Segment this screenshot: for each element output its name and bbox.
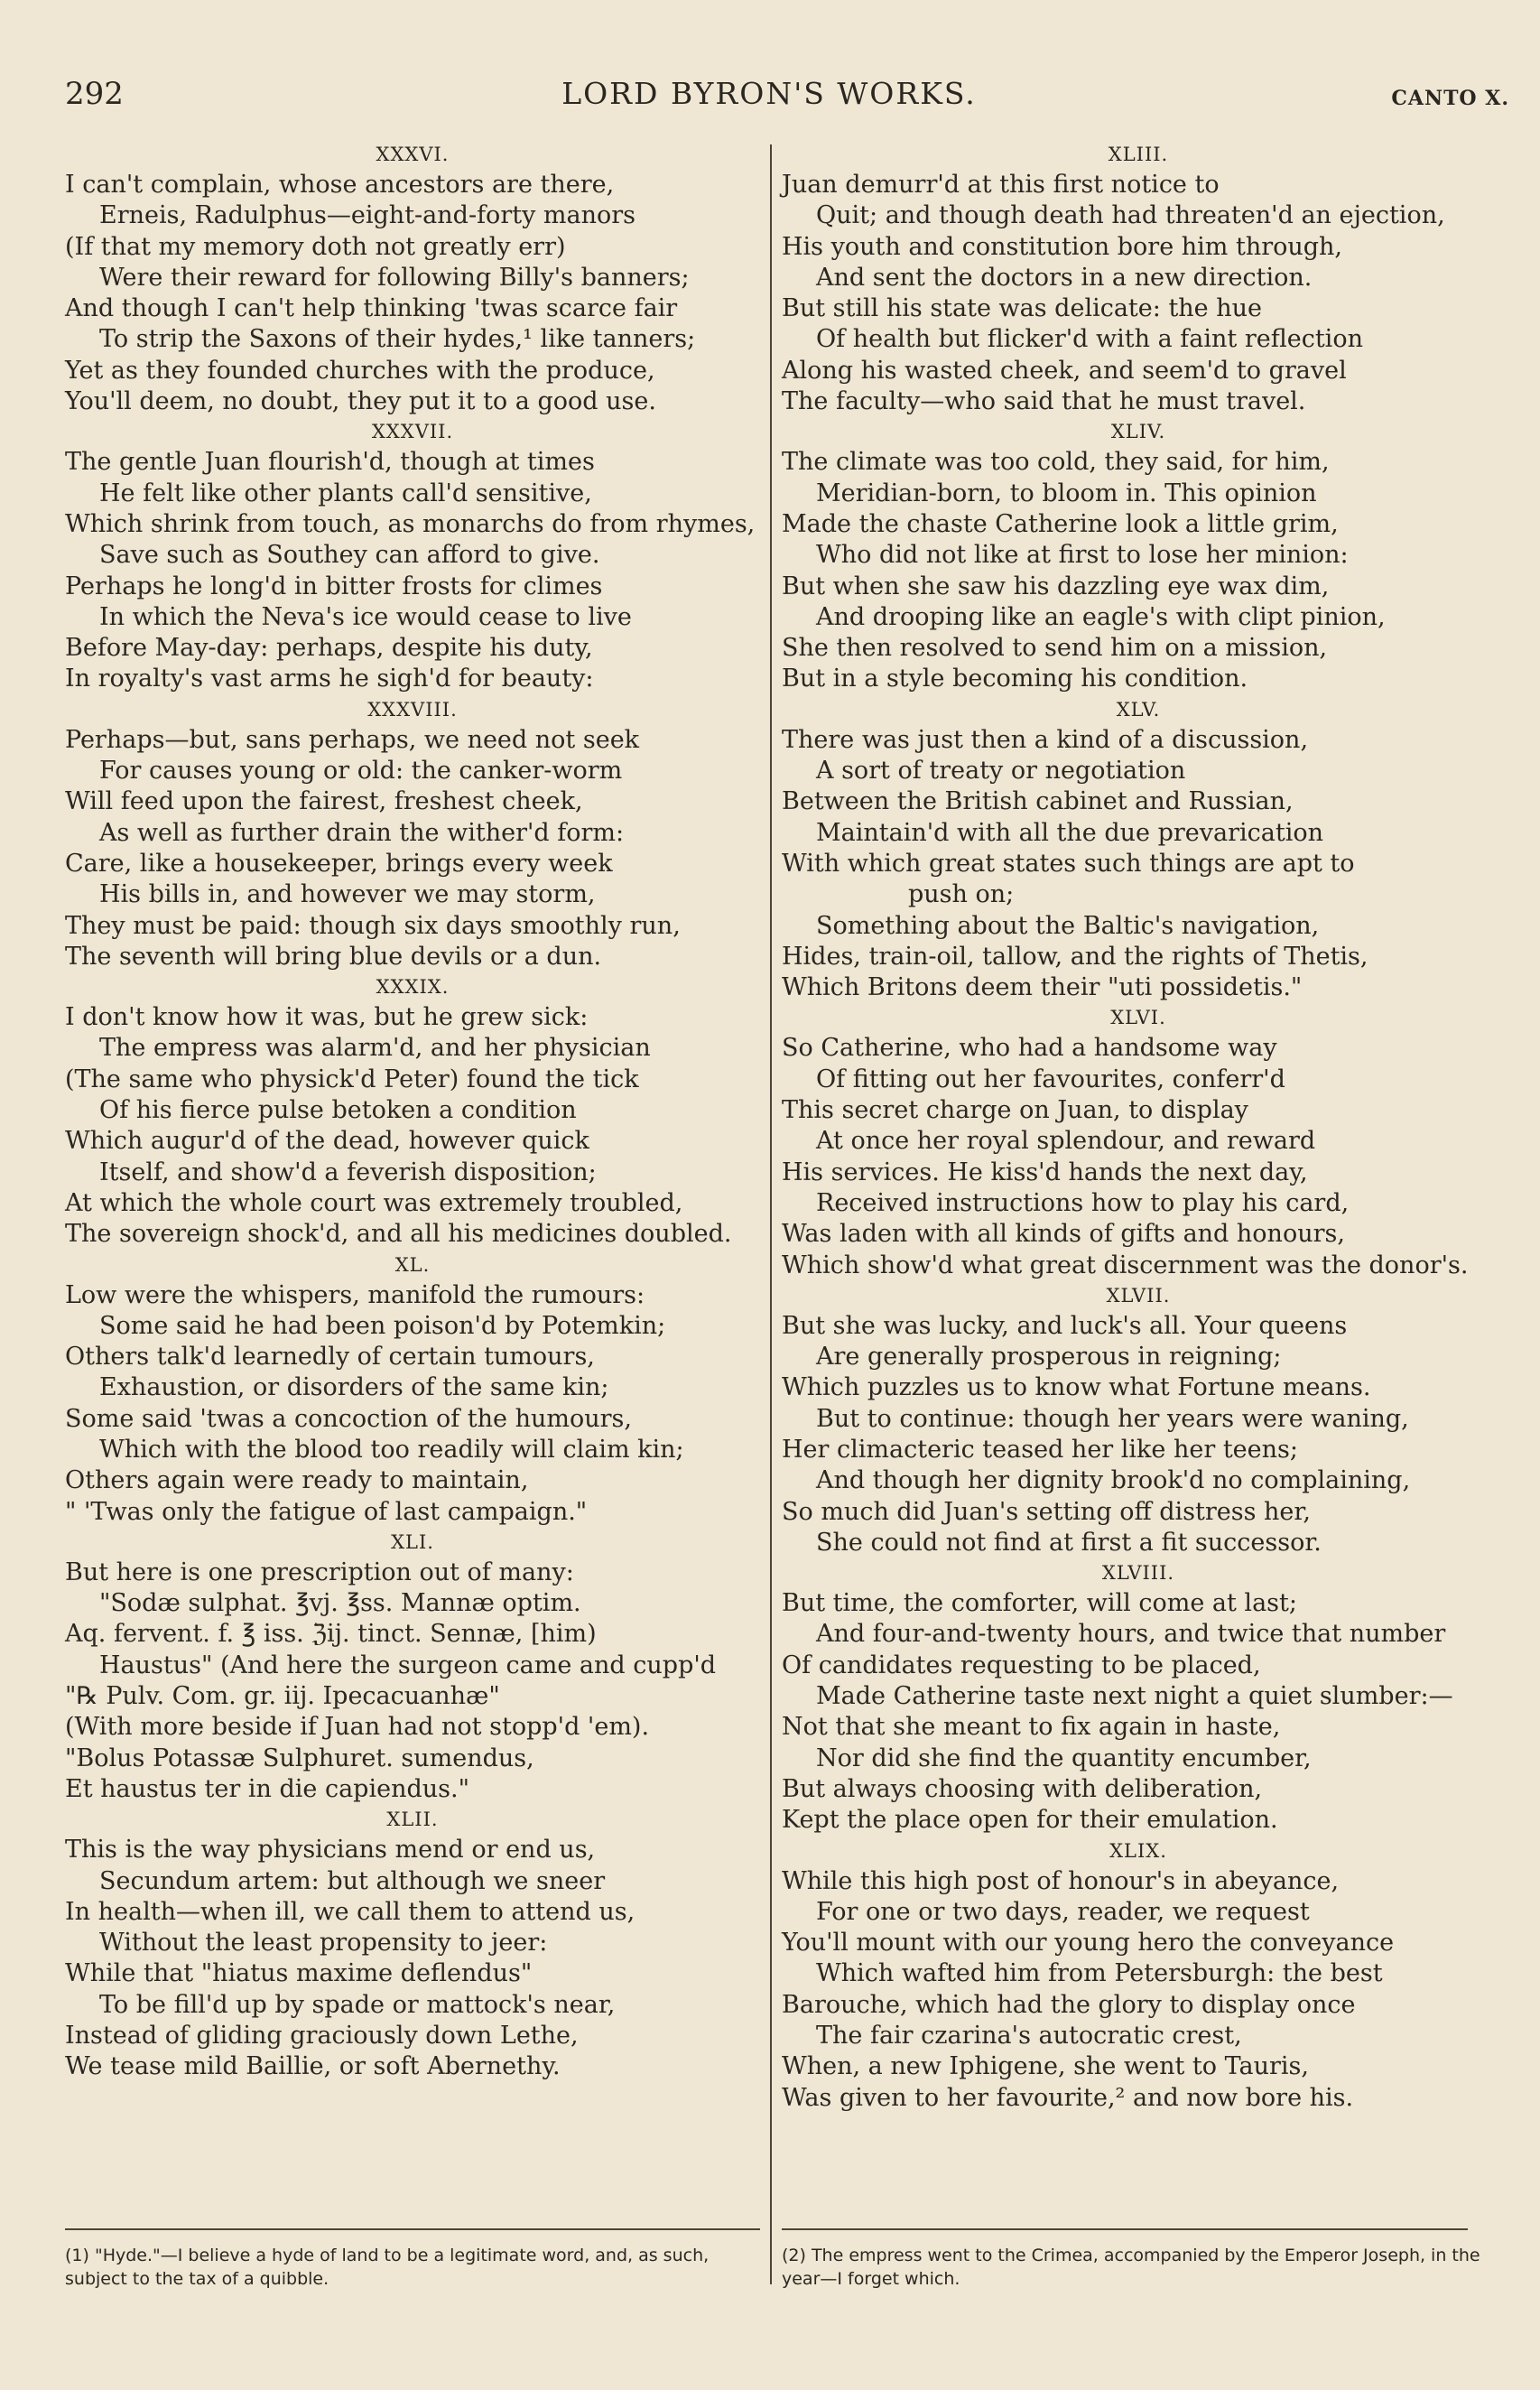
verse-line: In health—when ill, we call them to attend us, xyxy=(65,1897,635,1926)
verse-line: Without the least propensity to jeer: xyxy=(99,1929,548,1958)
verse-line: But still his state was delicate: the hue xyxy=(782,294,1262,323)
stanza xyxy=(65,1251,760,1528)
left-column xyxy=(65,140,760,2083)
verse-line: Which Britons deem their "uti possidetis." xyxy=(782,973,1303,1002)
verse-line: There was just then a kind of a discussion, xyxy=(782,725,1309,754)
verse-line: The climate was too cold, they said, for him, xyxy=(782,448,1330,477)
verse-line: I don't know how it was, but he grew sick: xyxy=(65,1003,589,1032)
stanza-number: XLVIII. xyxy=(1101,1562,1175,1585)
verse-line: Perhaps—but, sans perhaps, we need not seek xyxy=(65,725,640,754)
verse-line: Are generally prosperous in reigning; xyxy=(816,1343,1282,1372)
verse-line: But here is one prescription out of many: xyxy=(65,1558,574,1586)
verse-line: This secret charge on Juan, to display xyxy=(782,1096,1248,1125)
stanza xyxy=(782,140,1495,417)
stanza-number: XXXIX. xyxy=(376,976,450,999)
stanza xyxy=(65,695,760,972)
verse-line: And drooping like an eagle's with clipt pinion, xyxy=(816,602,1386,631)
verse-line: And though her dignity brook'd no complaining, xyxy=(816,1466,1411,1495)
verse-line: For one or two days, reader, we request xyxy=(816,1897,1310,1926)
verse-line: Nor did she find the quantity encumber, xyxy=(816,1744,1312,1772)
verse-line: Before May-day: perhaps, despite his duty, xyxy=(65,634,593,663)
verse-line: "Bolus Potassæ Sulphuret. sumendus, xyxy=(65,1744,534,1772)
verse-line: You'll deem, no doubt, they put it to a good use. xyxy=(65,387,656,416)
stanza xyxy=(782,417,1495,694)
footnote-right: (2) The empress went to the Crimea, accompanied by the Emperor Joseph, in the year—I forget which. xyxy=(782,2246,1480,2289)
stanza xyxy=(65,417,760,694)
verse-line: Care, like a housekeeper, brings every week xyxy=(65,849,613,878)
stanza-number: XLVII. xyxy=(1106,1284,1171,1307)
verse-line: Which show'd what great discernment was the donor's. xyxy=(782,1251,1469,1279)
stanza xyxy=(65,1528,760,1805)
page-header xyxy=(65,76,1509,121)
stanza-number: XLII. xyxy=(386,1809,439,1831)
verse-line: To strip the Saxons of their hydes,¹ like tanners; xyxy=(99,325,696,354)
verse-line: Not that she meant to fix again in haste, xyxy=(782,1713,1281,1742)
verse-line: Were their reward for following Billy's banners; xyxy=(99,263,690,292)
verse-line: Between the British cabinet and Russian, xyxy=(782,787,1294,816)
stanza-number: XL. xyxy=(394,1253,431,1276)
verse-line: Others talk'd learnedly of certain tumours, xyxy=(65,1343,595,1372)
stanza-number: XLIV. xyxy=(1110,421,1166,443)
verse-line: His youth and constitution bore him through, xyxy=(782,232,1343,261)
verse-line: But when she saw his dazzling eye wax dim, xyxy=(782,572,1330,600)
stanza xyxy=(782,1003,1495,1280)
verse-line: With which great states such things are apt to xyxy=(782,849,1355,878)
stanza xyxy=(65,1805,760,2082)
canto-label: CANTO X. xyxy=(1391,87,1509,110)
verse-line: The empress was alarm'd, and her physician xyxy=(99,1034,651,1063)
verse-line: The faculty—who said that he must travel. xyxy=(782,387,1306,416)
verse-line: Some said 'twas a concoction of the humours, xyxy=(65,1404,632,1433)
verse-line: So much did Juan's setting off distress her, xyxy=(782,1497,1311,1526)
verse-line: He felt like other plants call'd sensitive, xyxy=(99,479,592,507)
verse-line: Quit; and though death had threaten'd an ejection, xyxy=(816,201,1445,230)
verse-line: Which puzzles us to know what Fortune means. xyxy=(782,1373,1371,1402)
verse-line: Made Catherine taste next night a quiet slumber:— xyxy=(816,1682,1453,1711)
verse-line: Yet as they founded churches with the produce, xyxy=(65,356,655,385)
verse-line: You'll mount with our young hero the conveyance xyxy=(782,1929,1395,1958)
verse-line: A sort of treaty or negotiation xyxy=(816,757,1186,786)
verse-line: Secundum artem: but although we sneer xyxy=(99,1866,606,1895)
stanza-number: XLIX. xyxy=(1109,1839,1167,1862)
verse-line: This is the way physicians mend or end us, xyxy=(65,1836,596,1865)
footnote-left: (1) "Hyde."—I believe a hyde of land to be a legitimate word, and, as such, subject to the tax of a quibble. xyxy=(65,2246,710,2289)
verse-line: Was laden with all kinds of gifts and honours, xyxy=(782,1220,1345,1249)
verse-line: While that "hiatus maxime deflendus" xyxy=(65,1959,533,1988)
verse-line: Something about the Baltic's navigation, xyxy=(816,911,1320,940)
verse-line: And four-and-twenty hours, and twice that number xyxy=(816,1620,1446,1649)
verse-line: The seventh will bring blue devils or a dun. xyxy=(65,942,602,971)
verse-line: His bills in, and however we may storm, xyxy=(99,880,596,909)
verse-line: But in a style becoming his condition. xyxy=(782,665,1248,693)
verse-line: Which with the blood too readily will claim kin; xyxy=(99,1435,684,1464)
verse-line: Others again were ready to maintain, xyxy=(65,1466,529,1495)
verse-line: Along his wasted cheek, and seem'd to gravel xyxy=(782,356,1347,385)
verse-line: Et haustus ter in die capiendus." xyxy=(65,1774,469,1803)
verse-line: We tease mild Baillie, or soft Abernethy. xyxy=(65,2052,561,2081)
verse-line: Erneis, Radulphus—eight-and-forty manors xyxy=(99,201,636,230)
verse-line: " 'Twas only the fatigue of last campaign." xyxy=(65,1497,588,1526)
verse-line: For causes young or old: the canker-worm xyxy=(99,757,623,786)
verse-line: Juan demurr'd at this first notice to xyxy=(782,171,1220,199)
verse-line: So Catherine, who had a handsome way xyxy=(782,1034,1277,1063)
verse-line: And sent the doctors in a new direction. xyxy=(816,263,1313,292)
stanza-number: XXXVI. xyxy=(376,144,450,165)
column-divider xyxy=(770,144,772,2284)
verse-line: Will feed upon the fairest, freshest cheek, xyxy=(65,787,583,816)
verse-line: Which augur'd of the dead, however quick xyxy=(65,1127,589,1156)
verse-line: To be fill'd up by spade or mattock's near, xyxy=(99,1990,616,2019)
verse-line: Who did not like at first to lose her minion: xyxy=(816,541,1349,570)
verse-line: The gentle Juan flourish'd, though at times xyxy=(65,448,595,477)
verse-line: Was given to her favourite,² and now bore his. xyxy=(782,2083,1354,2112)
verse-line: At once her royal splendour, and reward xyxy=(816,1127,1316,1156)
verse-line: But always choosing with deliberation, xyxy=(782,1774,1263,1803)
verse-line: While this high post of honour's in abeyance, xyxy=(782,1866,1340,1895)
verse-line: "Sodæ sulphat. ℥vj. ℥ss. Mannæ optim. xyxy=(99,1589,581,1618)
verse-line: And though I can't help thinking 'twas scarce fair xyxy=(65,294,678,323)
stanza xyxy=(782,1837,1495,2114)
verse-line: Kept the place open for their emulation. xyxy=(782,1806,1278,1835)
verse-line: I can't complain, whose ancestors are there, xyxy=(65,171,615,199)
verse-line: Of his fierce pulse betoken a condition xyxy=(99,1096,577,1125)
verse-line: (If that my memory doth not greatly err) xyxy=(65,232,566,261)
verse-line: Received instructions how to play his card, xyxy=(816,1188,1350,1217)
verse-line: They must be paid: though six days smoothly run, xyxy=(65,911,681,940)
verse-line: (The same who physick'd Peter) found the tick xyxy=(65,1065,639,1093)
verse-line: She then resolved to send him on a mission, xyxy=(782,634,1328,663)
verse-line: Save such as Southey can afford to give. xyxy=(99,541,600,570)
stanza xyxy=(782,1558,1495,1836)
verse-line: The fair czarina's autocratic crest, xyxy=(816,2022,1242,2051)
verse-line: Made the chaste Catherine look a little grim, xyxy=(782,509,1339,538)
verse-line: In royalty's vast arms he sigh'd for beauty: xyxy=(65,665,594,693)
page-number: 292 xyxy=(65,76,124,112)
stanza-number: XXXVII. xyxy=(371,421,454,443)
verse-line: In which the Neva's ice would cease to live xyxy=(99,602,632,631)
stanza xyxy=(65,140,760,417)
verse-line: Barouche, which had the glory to display once xyxy=(782,1990,1356,2019)
footnote-rule-left xyxy=(65,2228,760,2230)
stanza xyxy=(782,1281,1495,1558)
verse-line: Aq. fervent. f. ℥ iss. ℨij. tinct. Sennæ, [him) xyxy=(65,1620,597,1649)
verse-line: Haustus" (And here the surgeon came and cupp'd xyxy=(99,1651,717,1679)
stanza xyxy=(65,972,760,1250)
verse-line: Exhaustion, or disorders of the same kin; xyxy=(99,1373,609,1402)
verse-line: Some said he had been poison'd by Potemkin; xyxy=(99,1311,666,1340)
stanza-number: XLV. xyxy=(1116,698,1161,721)
stanza-number: XXXVIII. xyxy=(367,698,458,721)
verse-line: At which the whole court was extremely troubled, xyxy=(65,1188,683,1217)
verse-line: Perhaps he long'd in bitter frosts for climes xyxy=(65,572,603,600)
verse-line: push on; xyxy=(908,880,1015,909)
verse-line: When, a new Iphigene, she went to Tauris, xyxy=(782,2052,1309,2081)
verse-line: The sovereign shock'd, and all his medicines doubled. xyxy=(65,1220,732,1249)
verse-line: Instead of gliding graciously down Lethe, xyxy=(65,2022,579,2051)
stanza xyxy=(782,695,1495,1004)
stanza-number: XLIII. xyxy=(1108,144,1169,165)
verse-line: But she was lucky, and luck's all. Your queens xyxy=(782,1311,1348,1340)
verse-line: Of fitting out her favourites, conferr'd xyxy=(816,1065,1285,1093)
footnote-rule-right xyxy=(782,2228,1468,2230)
verse-line: Her climacteric teased her like her teens; xyxy=(782,1435,1298,1464)
verse-line: Itself, and show'd a feverish disposition; xyxy=(99,1158,597,1186)
verse-line: Hides, train-oil, tallow, and the rights of Thetis, xyxy=(782,942,1368,971)
verse-line: She could not find at first a fit successor. xyxy=(816,1528,1322,1557)
verse-line: Which wafted him from Petersburgh: the best xyxy=(816,1959,1383,1988)
verse-line: Of candidates requesting to be placed, xyxy=(782,1651,1261,1679)
verse-line: Low were the whispers, manifold the rumours: xyxy=(65,1280,645,1309)
verse-line: But time, the comforter, will come at last; xyxy=(782,1589,1297,1618)
stanza-number: XLI. xyxy=(391,1530,434,1553)
verse-line: (With more beside if Juan had not stopp'd 'em). xyxy=(65,1713,650,1742)
verse-line: But to continue: though her years were waning, xyxy=(816,1404,1409,1433)
verse-line: Maintain'd with all the due prevarication xyxy=(816,818,1323,847)
stanza-number: XLVI. xyxy=(1110,1007,1166,1029)
right-column xyxy=(782,140,1495,2114)
verse-line: His services. He kiss'd hands the next day, xyxy=(782,1158,1308,1186)
verse-line: "℞ Pulv. Com. gr. iij. Ipecacuanhæ" xyxy=(65,1682,500,1711)
verse-line: As well as further drain the wither'd form: xyxy=(99,818,625,847)
running-title: LORD BYRON'S WORKS. xyxy=(561,76,977,111)
verse-line: Meridian-born, to bloom in. This opinion xyxy=(816,479,1317,507)
verse-line: Which shrink from touch, as monarchs do from rhymes, xyxy=(65,509,756,538)
verse-line: Of health but flicker'd with a faint reflection xyxy=(816,325,1363,354)
